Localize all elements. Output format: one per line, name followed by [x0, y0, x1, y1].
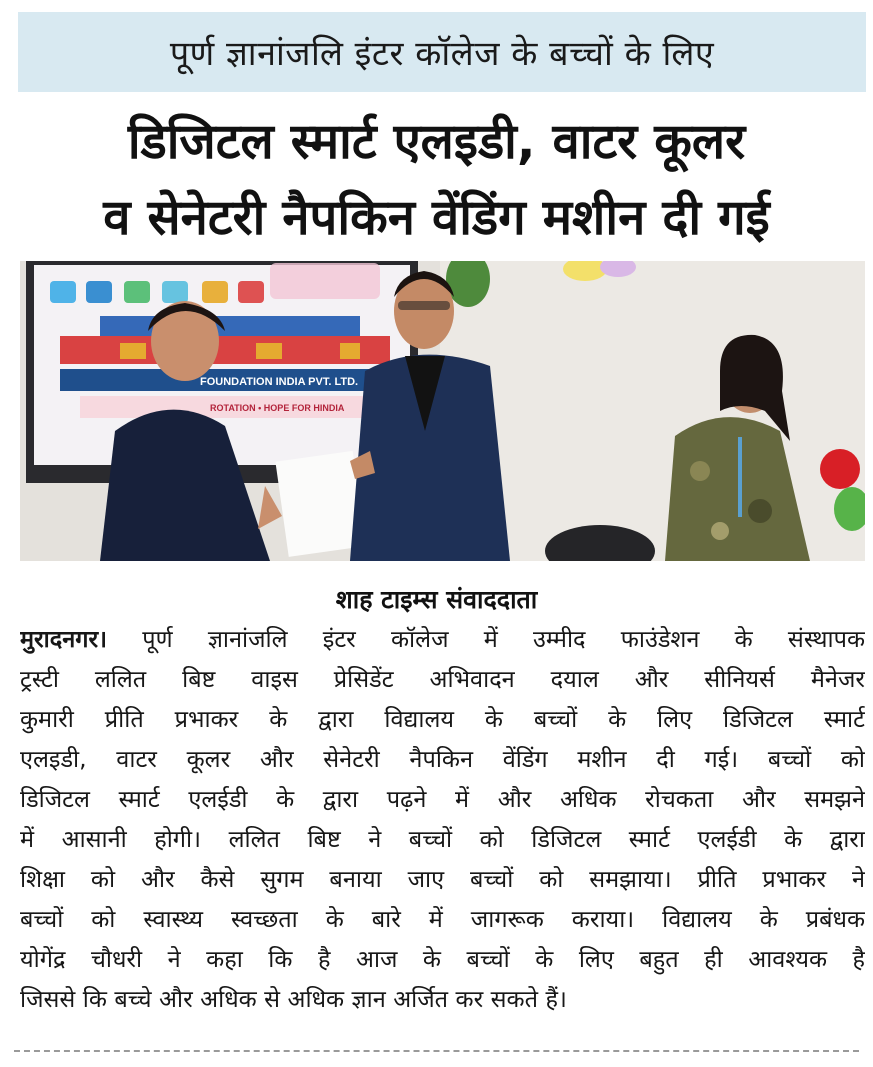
- bottom-dashed-rule: [14, 1050, 859, 1052]
- news-photo: [20, 261, 865, 561]
- byline: शाह टाइम्स संवाददाता: [335, 585, 538, 614]
- article-body: [20, 619, 865, 1019]
- body-line-3: कुमारी प्रीति प्रभाकर के द्वारा विद्यालय के बच्चों के लिए डिजिटल स्मार्ट: [20, 705, 865, 733]
- dateline: मुरादनगर।: [20, 625, 108, 653]
- body-line-5: डिजिटल स्मार्ट एलईडी के द्वारा पढ़ने में और अधिक रोचकता और समझने: [20, 785, 865, 813]
- screen-text-1: FOUNDATION INDIA PVT. LTD.: [200, 376, 359, 388]
- body-line-8: बच्चों को स्वास्थ्य स्वच्छता के बारे में जागरूक कराया। विद्यालय के प्रबंधक: [20, 905, 865, 933]
- screen-text-2: ROTATION • HOPE FOR HINDIA: [210, 403, 345, 413]
- kicker-banner: [18, 12, 866, 92]
- body-line-9: योगेंद्र चौधरी ने कहा कि है आज के बच्चों के लिए बहुत ही आवश्यक है: [20, 945, 865, 973]
- body-line-6: में आसानी होगी। ललित बिष्ट ने बच्चों को डिजिटल स्मार्ट एलईडी के द्वारा: [20, 825, 865, 853]
- body-line-4: एलइडी, वाटर कूलर और सेनेटरी नैपकिन वेंडिंग मशीन दी गई। बच्चों को: [20, 745, 865, 773]
- headline-line-1: डिजिटल स्मार्ट एलइडी, वाटर कूलर: [127, 113, 746, 170]
- kicker-text: पूर्ण ज्ञानांजलि इंटर कॉलेज के बच्चों के लिए: [169, 34, 715, 74]
- body-line-2: ट्रस्टी ललित बिष्ट वाइस प्रेसिडेंट अभिवादन दयाल और सीनियर्स मैनेजर: [20, 665, 865, 693]
- body-line-7: शिक्षा को और कैसे सुगम बनाया जाए बच्चों को समझाया। प्रीति प्रभाकर ने: [20, 865, 865, 893]
- headline: [10, 104, 863, 256]
- headline-line-2: व सेनेटरी नैपकिन वेंडिंग मशीन दी गई: [103, 189, 770, 246]
- body-line-1-text: पूर्ण ज्ञानांजलि इंटर कॉलेज में उम्मीद फाउंडेशन के संस्थापक: [107, 625, 865, 653]
- body-line-10: जिससे कि बच्चे और अधिक से अधिक ज्ञान अर्जित कर सकते हैं।: [20, 985, 567, 1013]
- body-line-1: [20, 619, 865, 659]
